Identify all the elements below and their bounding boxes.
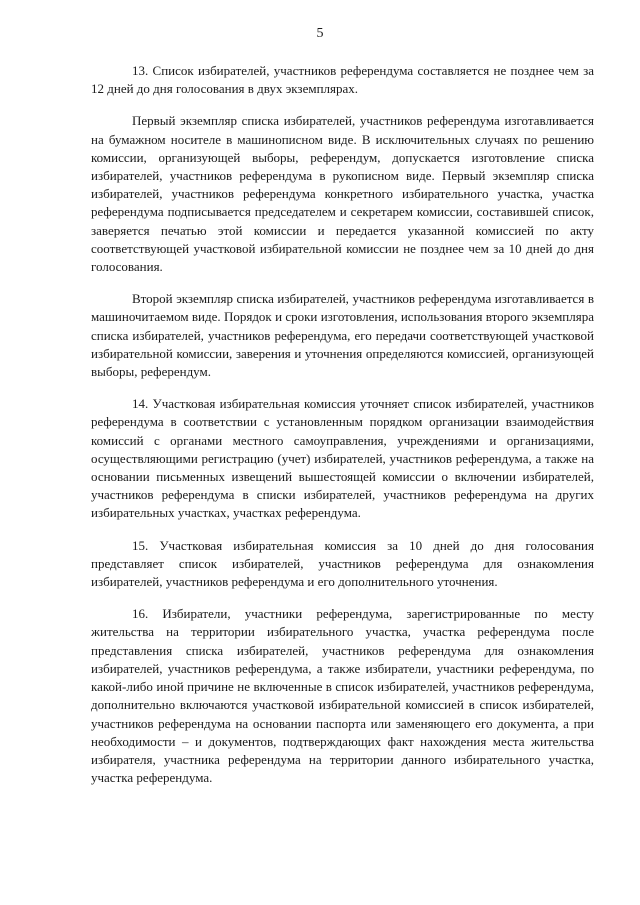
document-body (91, 62, 594, 801)
paragraph-second-copy: Второй экземпляр списка избирателей, участников референдума изготавливается в машиночитаемом виде. Порядок и сроки изготовления, использования второго экземпляра списка избирателей, участников референдума, его передачи соответствующей участковой избирательной комиссии, заверения и уточнения определяются комиссией, организующей выборы, референдум. (91, 291, 594, 380)
paragraph-first-copy: Первый экземпляр списка избирателей, участников референдума изготавливается на бумажном носителе в машинописном виде. В исключительных случаях по решению комиссии, организующей выборы, референдум, допускается изготовление списка избирателей, участников референдума в рукописном виде. Первый экземпляр списка избирателей, участников референдума конкретного избирательного участка, участка референдума подписывается председателем и секретарем комиссии, составившей список, заверяется печатью этой комиссии и передается указанной комиссией по акту соответствующей участковой избирательной комиссии не позднее чем за 10 дней до дня голосования. (91, 113, 594, 275)
page-number: 5 (316, 26, 324, 41)
paragraph-13: 13. Список избирателей, участников референдума составляется не позднее чем за 12 дней до дня голосования в двух экземплярах. (91, 63, 594, 97)
paragraph-14: 14. Участковая избирательная комиссия уточняет список избирателей, участников референдума в соответствии с установленным порядком организации взаимодействия комиссий с органами местного самоуправления, учреждениями и организациями, осуществляющими регистрацию (учет) избирателей, участников референдума, а также на основании письменных извещений вышестоящей комиссии о включении избирателей, участников референдума в списки избирателей, участников референдума на других избирательных участках, участках референдума. (91, 396, 594, 521)
paragraph-15: 15. Участковая избирательная комиссия за 10 дней до дня голосования представляет список избирателей, участников референдума для ознакомления избирателей, участников референдума и его дополнительного уточнения. (91, 537, 594, 590)
paragraph-16: 16. Избиратели, участники референдума, зарегистрированные по месту жительства на территории избирательного участка, участка референдума после представления списка избирателей, участников референдума для ознакомления избирателей, участников референдума, а также избиратели, участники референдума, по какой-либо иной причине не включенные в список избирателей, участников референдума, дополнительно включаются участковой избирательной комиссией в список избирателей, участников референдума на основании паспорта или заменяющего его документа, а при необходимости – и документов, подтверждающих факт нахождения места жительства избирателя, участника референдума на территории данного избирательного участка, участка референдума. (91, 606, 594, 786)
